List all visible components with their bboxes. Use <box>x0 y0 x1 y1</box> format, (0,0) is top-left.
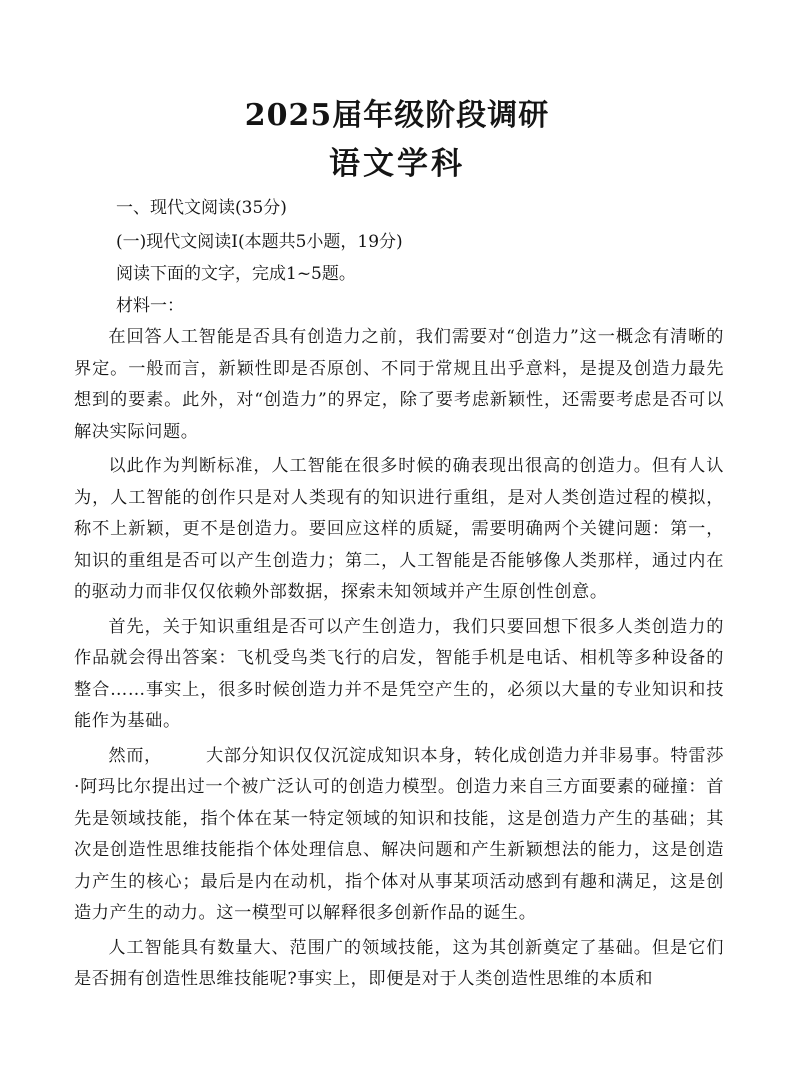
section-heading: 一、现代文阅读(35分) <box>116 198 287 218</box>
paragraph: 在回答人工智能是否具有创造力之前，我们需要对“创造力”这一概念有清晰的界定。一般而言，新颖性即是否原创、不同于常规且出乎意料，是提及创造力最先想到的要素。此外，对“创造力”的界定，除了要考虑新颖性，还需要考虑是否可以解决实际问题。 <box>74 327 724 442</box>
paragraph: 首先，关于知识重组是否可以产生创造力，我们只要回想下很多人类创造力的作品就会得出答案：飞机受鸟类飞行的启发，智能手机是电话、相机等多种设备的整合……事实上，很多时候创造力并不是凭空产生的，必须以大量的专业知识和技能作为基础。 <box>74 616 724 731</box>
paragraph: 人工智能具有数量大、范围广的领域技能，这为其创新奠定了基础。但是它们是否拥有创造性思维技能呢?事实上，即便是对于人类创造性思维的本质和 <box>74 937 724 989</box>
reading-passage <box>74 322 724 996</box>
document-subject-title: 语文学科 <box>329 146 465 182</box>
paragraph-lead: 然而， <box>108 745 162 766</box>
reading-instruction: 阅读下面的文字，完成1~5题。 <box>116 264 356 284</box>
paragraph: 以此作为判断标准，人工智能在很多时候的确表现出很高的创造力。但有人认为，人工智能的创作只是对人类现有的知识进行重组，是对人类创造过程的模拟，称不上新颖，更不是创造力。要回应这样的质疑，需要明确两个关键问题：第一，知识的重组是否可以产生创造力；第二，人工智能是否能够像人类那样，通过内在的驱动力而非仅仅依赖外部数据，探索未知领域并产生原创性创意。 <box>74 456 724 602</box>
subsection-heading: (一)现代文阅读I(本题共5小题，19分) <box>116 232 403 252</box>
document-title: 2025届年级阶段调研 <box>244 98 550 133</box>
material-label: 材料一： <box>116 296 184 316</box>
paragraph-continuation: 大部分知识仅仅沉淀成知识本身，转化成创造力并非易事。特雷莎·阿玛比尔提出过一个被广泛认可的创造力模型。创造力来自三方面要素的碰撞：首先是领域技能，指个体在某一特定领域的知识和技能，这是创造力产生的基础；其次是创造性思维技能指个体处理信息、解决问题和产生新颖想法的能力，这是创造力产生的核心；最后是内在动机，指个体对从事某项活动感到有趣和满足，这是创造力产生的动力。这一模型可以解释很多创新作品的诞生。 <box>74 745 724 923</box>
paragraph <box>74 741 724 930</box>
